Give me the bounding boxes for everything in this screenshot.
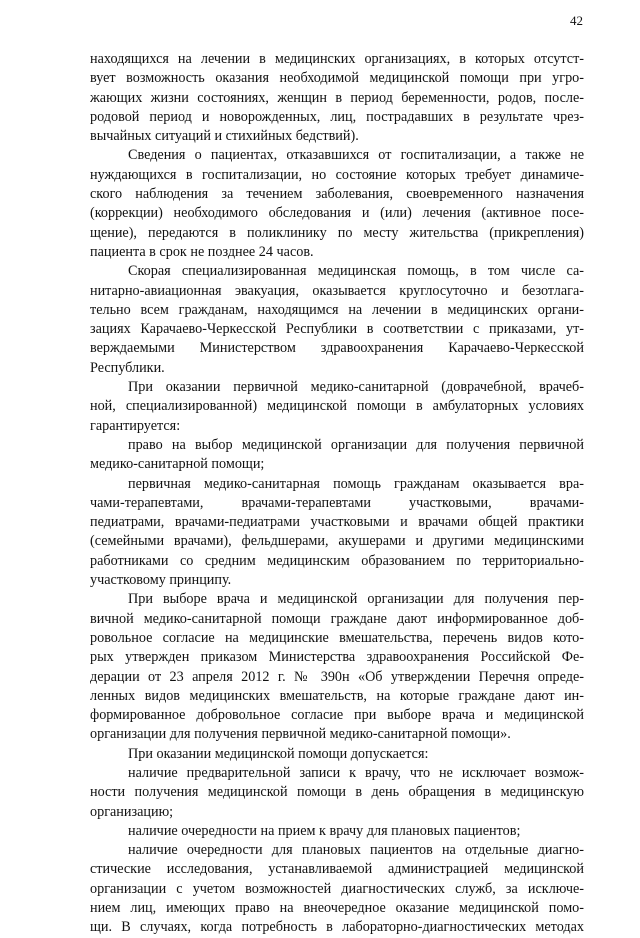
text-line: Республики. [90,359,165,376]
text-line: верждаемыми Министерством здравоохранения Карачаево-Черкесской [90,340,584,357]
text-line: вует возможность оказания необходимой медицинской помощи при угро- [90,70,584,87]
text-line: медико-санитарной помощи; [90,456,265,473]
text-line: наличие очередности на прием к врачу для плановых пациентов; [128,822,521,839]
text-line: нуждающихся в госпитализации, но состояние которых требует динамиче- [90,166,584,183]
text-line: формированное добровольное согласие при выборе врача и медицинской [90,707,584,724]
text-line: ровольное согласие на медицинские вмешательства, перечень видов кото- [90,629,584,646]
text-line: гарантируется: [90,417,181,434]
text-line: родовой период и новорожденных, лиц, пострадавших в результате чрез- [90,108,584,125]
text-line: дерации от 23 апреля 2012 г. № 390н «Об утверждении Перечня опреде- [90,668,584,685]
text-line: наличие предварительной записи к врачу, что не исключает возмож- [128,764,584,781]
text-line: щи. В случаях, когда потребность в лабораторно-диагностических методах [90,919,584,936]
text-line: организации для получения первичной медико-санитарной помощи». [90,726,511,743]
text-line: зациях Карачаево-Черкесской Республики в соответствии с приказами, ут- [90,321,584,338]
text-line: пациента в срок не позднее 24 часов. [90,243,314,260]
text-line: Скорая специализированная медицинская помощь, в том числе са- [128,263,584,280]
text-line: право на выбор медицинской организации для получения первичной [128,436,584,453]
document-body [90,50,584,938]
text-line: При выборе врача и медицинской организации для получения пер- [128,591,584,608]
text-line: При оказании медицинской помощи допускается: [128,745,429,762]
text-line: участковому принципу. [90,572,232,589]
text-line: жающих жизни состояниях, женщин в период беременности, родов, после- [90,89,584,106]
text-line: (семейными врачами), фельдшерами, акушерами и другими медицинскими [90,533,584,550]
text-line: ленных видов медицинских вмешательств, на которые граждане дают ин- [90,687,584,704]
text-line: вичной медико-санитарной помощи граждане дают информированное доб- [90,610,584,627]
text-line: работниками со средним медицинским образованием по территориально- [90,552,584,569]
text-line: вычайных ситуаций и стихийных бедствий). [90,128,359,145]
text-line: тельно всем гражданам, находящимся на лечении в медицинских органи- [90,301,584,318]
text-line: педиатрами, врачами-педиатрами участковыми и врачами общей практики [90,514,584,531]
text-line: организацию; [90,803,174,820]
text-line: находящихся на лечении в медицинских организациях, в которых отсутст- [90,51,584,67]
text-line: При оказании первичной медико-санитарной (доврачебной, врачеб- [128,379,584,396]
text-line: щение), передаются в поликлинику по месту жительства (прикрепления) [90,224,584,241]
text-line: (коррекции) необходимого обследования и (или) лечения (активное посе- [90,205,584,222]
text-line: стические исследования, устанавливаемой администрацией медицинской [90,861,584,878]
text-line: рых утвержден приказом Министерства здравоохранения Российской Фе- [90,649,584,666]
text-line: ной, специализированной) медицинской помощи в амбулаторных условиях [90,398,584,415]
text-line: Сведения о пациентах, отказавшихся от госпитализации, а также не [128,147,584,164]
text-line: первичная медико-санитарная помощь гражданам оказывается вра- [128,475,584,492]
page-number: 42 [570,13,583,28]
text-line: ности получения медицинской помощи в день обращения в медицинскую [90,784,584,801]
text-line: чами-терапевтами, врачами-терапевтами участковыми, врачами- [90,494,584,511]
text-line: нием лиц, имеющих право на внеочередное оказание медицинской помо- [90,900,584,917]
text-line: наличие очередности для плановых пациентов на отдельные диагно- [128,842,584,859]
text-line: организации с учетом возможностей диагностических служб, за исключе- [90,880,584,897]
text-line: нитарно-авиационная эвакуация, оказывается круглосуточно и безотлага- [90,282,584,299]
text-line: ского наблюдения за течением заболевания, своевременного назначения [90,186,584,203]
